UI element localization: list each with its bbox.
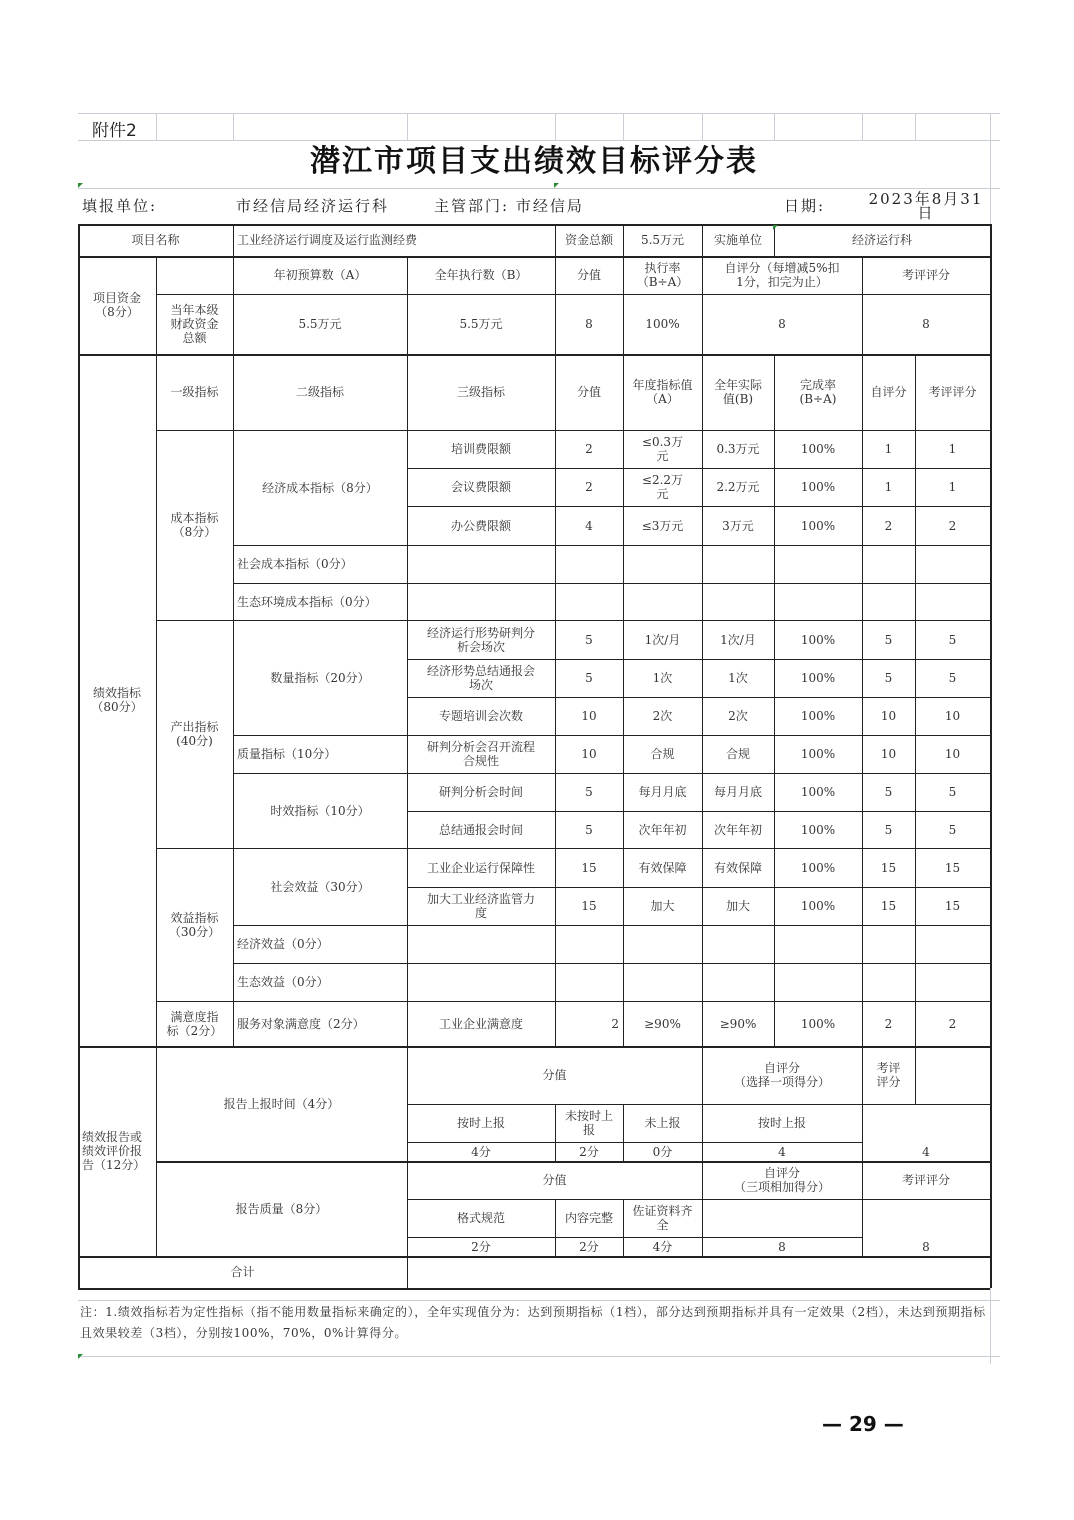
output-qty-row-3-self: 10 — [880, 709, 897, 723]
unit-label: 填报单位: — [82, 197, 158, 215]
output-qty-level2: 数量指标（20分） — [270, 670, 370, 685]
benefit-row-1-self: 15 — [880, 860, 897, 875]
grid-line — [407, 468, 990, 469]
grid-line — [990, 140, 991, 224]
report-quality-self: 8 — [778, 1239, 786, 1254]
cost-row-2-score: 2 — [585, 480, 593, 494]
col-level2: 二级指标 — [295, 385, 344, 399]
benefit-row-1-actual: 有效保障 — [713, 860, 762, 875]
grid-line — [156, 1001, 990, 1002]
grid-line — [990, 113, 991, 140]
benefit-row-1-eval: 15 — [944, 860, 961, 875]
grid-line — [555, 1104, 556, 1161]
grid-line — [156, 620, 990, 621]
grid-line — [78, 1356, 1000, 1357]
satisfaction-level2: 服务对象满意度（2分） — [237, 1016, 365, 1031]
col-eval: 考评评分 — [928, 385, 977, 399]
grid-line — [862, 1161, 863, 1256]
col-exec: 全年执行数（B） — [434, 268, 528, 282]
grid-line — [156, 430, 990, 431]
grid-line — [915, 354, 916, 1046]
grid-line — [407, 1237, 862, 1238]
benefit-row-2-level3: 加大工业经济监管力 度 — [426, 892, 535, 920]
cost-level1: 成本指标 （8分） — [170, 511, 219, 539]
grid-line — [407, 811, 990, 812]
grid-line — [623, 113, 624, 140]
funds-total-label: 资金总额 — [564, 233, 613, 247]
report-quality-score-header: 分值 — [542, 1173, 567, 1187]
cost-row-3-eval: 2 — [948, 518, 957, 533]
cost-row-3-score: 4 — [585, 518, 593, 533]
output-quality-row-target: 合规 — [650, 747, 675, 761]
output-time-level2: 时效指标（10分） — [270, 803, 370, 818]
report-quality-eval: 8 — [922, 1239, 930, 1254]
grid-line — [915, 113, 916, 140]
output-time-row-2-self: 5 — [884, 822, 893, 837]
benefit-row-1-target: 有效保障 — [638, 860, 687, 875]
benefit-row-1-level3: 工业企业运行保障性 — [426, 860, 535, 875]
cost-row-2-self: 1 — [884, 480, 893, 494]
output-time-row-2-target: 次年年初 — [638, 822, 687, 837]
benefit-row-2-score: 15 — [581, 899, 597, 913]
output-qty-row-1-self: 5 — [884, 632, 893, 647]
cost-row-2-eval: 1 — [948, 480, 957, 494]
grid-line — [407, 256, 408, 1288]
cost-row-3-rate: 100% — [800, 518, 836, 533]
report-time-opt-late: 未按时上 报 — [564, 1109, 613, 1137]
output-qty-row-3-eval: 10 — [944, 709, 961, 723]
output-time-row-2-eval: 5 — [948, 822, 957, 837]
cost-row-1-rate: 100% — [800, 442, 836, 456]
report-time-label: 报告上报时间（4分） — [223, 1096, 340, 1111]
output-qty-row-3-target: 2次 — [652, 709, 673, 723]
col-score: 分值 — [576, 268, 601, 282]
cost-row-2-level3: 会议费限额 — [450, 480, 511, 494]
report-time-self: 4 — [778, 1144, 786, 1159]
grid-line — [407, 1142, 862, 1143]
grid-line — [862, 354, 863, 1046]
grid-line — [78, 140, 1000, 141]
benefit-econ-level2: 经济效益（0分） — [237, 937, 329, 951]
grid-line — [233, 545, 990, 546]
grid-line — [233, 224, 234, 256]
satisfaction-level1: 满意度指 标（2分） — [166, 1009, 223, 1038]
cost-row-3-level3: 办公费限额 — [450, 518, 511, 533]
output-time-row-1-rate: 100% — [800, 785, 836, 799]
col-exec-rate: 执行率 （B÷A） — [636, 261, 689, 289]
report-time-pts-3: 0分 — [652, 1144, 673, 1159]
report-quality-eval-header: 考评评分 — [901, 1173, 950, 1187]
output-qty-row-1-target: 1次/月 — [644, 632, 681, 647]
output-time-row-2-rate: 100% — [800, 822, 836, 837]
satisfaction-eval: 2 — [948, 1016, 957, 1031]
output-qty-row-3-rate: 100% — [800, 709, 836, 723]
output-time-row-2-actual: 次年年初 — [713, 822, 762, 837]
col-self: 自评分 — [870, 385, 907, 399]
cost-eco-level2: 生态环境成本指标（0分） — [237, 594, 377, 609]
benefit-row-2-eval: 15 — [944, 899, 961, 913]
grid-line — [78, 354, 990, 356]
report-quality-opt-content: 内容完整 — [564, 1211, 613, 1225]
grid-line — [862, 256, 863, 354]
benefit-row-1-rate: 100% — [800, 860, 836, 875]
total-label: 合计 — [230, 1265, 255, 1279]
cost-row-1-eval: 1 — [948, 442, 957, 456]
benefit-row-1-score: 15 — [581, 860, 597, 875]
report-quality-label: 报告质量（8分） — [235, 1201, 328, 1216]
grid-line — [233, 925, 990, 926]
grid-line — [78, 224, 990, 226]
grid-line — [990, 1288, 991, 1364]
satisfaction-score: 2 — [611, 1016, 619, 1031]
report-time-opt-none: 未上报 — [644, 1116, 681, 1130]
output-time-row-1-self: 5 — [884, 785, 893, 799]
grid-line — [407, 1104, 990, 1105]
report-time-selected: 按时上报 — [757, 1116, 806, 1130]
cost-econ-level2: 经济成本指标（8分） — [262, 480, 378, 495]
grid-line — [623, 256, 624, 1046]
funds-rate: 100% — [645, 317, 680, 331]
grid-line — [156, 113, 157, 140]
grid-line — [156, 294, 990, 295]
output-qty-row-2-eval: 5 — [948, 671, 957, 685]
col-actual: 全年实际 值(B) — [713, 378, 762, 406]
cost-row-2-rate: 100% — [800, 480, 836, 494]
grid-line — [407, 887, 990, 888]
output-qty-row-2-actual: 1次 — [728, 671, 748, 685]
output-time-row-1-actual: 每月月底 — [713, 785, 762, 799]
funds-score: 8 — [585, 317, 593, 331]
grid-line — [623, 1199, 624, 1256]
output-qty-row-2-level3: 经济形势总结通报会 场次 — [426, 664, 535, 692]
grid-line — [78, 1046, 990, 1048]
report-time-pts-2: 2分 — [579, 1144, 599, 1159]
attachment-label: 附件2 — [92, 121, 137, 141]
grid-line — [862, 1046, 863, 1161]
grid-line — [990, 224, 992, 1288]
impl-unit-label: 实施单位 — [713, 233, 762, 247]
page-title: 潜江市项目支出绩效目标评分表 — [310, 144, 758, 179]
grid-line — [156, 1161, 990, 1163]
grid-line — [78, 1288, 990, 1290]
footnote: 注：1.绩效指标若为定性指标（指不能用数量指标来确定的），全年实现值分为：达到预期指标（1档），部分达到预期指标并具有一定效果（2档），未达到预期指标且效果较差（3档），分别按100%，70%，0%计算得分。 — [80, 1305, 986, 1340]
col-eval-score: 考评评分 — [901, 268, 950, 282]
output-quality-row-eval: 10 — [944, 747, 961, 761]
grid-line — [233, 583, 990, 584]
report-time-score-header: 分值 — [542, 1068, 567, 1082]
grid-line — [915, 1046, 916, 1104]
satisfaction-rate: 100% — [800, 1016, 836, 1031]
impl-unit-value: 经济运行科 — [851, 233, 912, 247]
cost-row-2-actual: 2.2万元 — [716, 480, 760, 494]
cost-social-level2: 社会成本指标（0分） — [237, 557, 353, 571]
grid-line — [702, 113, 703, 140]
date-value: 2023年8月31日 — [868, 190, 984, 222]
grid-line — [623, 1104, 624, 1161]
grid-line — [407, 697, 990, 698]
cost-row-1-actual: 0.3万元 — [716, 442, 760, 456]
report-time-opt-ontime: 按时上报 — [456, 1116, 505, 1130]
col-budget: 年初预算数（A） — [273, 268, 367, 282]
output-time-row-2-level3: 总结通报会时间 — [438, 822, 523, 837]
col-level3: 三级指标 — [456, 385, 505, 399]
grid-line — [233, 773, 990, 774]
grid-line — [702, 1046, 703, 1161]
output-time-row-1-target: 每月月底 — [638, 785, 687, 799]
grid-line — [702, 256, 703, 1046]
report-section-label: 绩效报告或 绩效评价报 告（12分） — [82, 1130, 146, 1172]
cell-marker — [78, 183, 83, 188]
grid-line — [407, 659, 990, 660]
project-name-label: 项目名称 — [131, 233, 180, 247]
cost-row-1-level3: 培训费限额 — [450, 442, 511, 456]
report-time-self-header: 自评分 （选择一项得分） — [733, 1061, 830, 1089]
output-qty-row-1-level3: 经济运行形势研判分 析会场次 — [426, 625, 535, 654]
cost-row-2-target: ≤2.2万 元 — [641, 473, 684, 501]
benefit-level1: 效益指标 （30分） — [168, 910, 221, 939]
grid-line — [233, 256, 234, 1046]
output-qty-row-3-level3: 专题培训会次数 — [438, 709, 523, 723]
col-target: 年度指标值 （A） — [632, 378, 693, 406]
funds-exec: 5.5万元 — [459, 317, 503, 331]
grid-line — [156, 848, 990, 849]
cost-row-3-target: ≤3万元 — [641, 518, 684, 533]
cost-row-3-actual: 3万元 — [722, 518, 754, 533]
output-time-row-1-level3: 研判分析会时间 — [438, 785, 523, 799]
funds-row-label: 当年本级 财政资金 总额 — [170, 303, 219, 345]
benefit-social-level2: 社会效益（30分） — [270, 879, 370, 894]
grid-line — [78, 188, 1000, 189]
grid-line — [702, 1161, 703, 1256]
output-time-row-1-score: 5 — [585, 785, 593, 799]
report-time-eval: 4 — [922, 1144, 930, 1159]
benefit-row-2-target: 加大 — [650, 899, 675, 913]
funds-self: 8 — [778, 317, 786, 331]
output-quality-row-level3: 研判分析会召开流程 合规性 — [426, 740, 535, 768]
output-quality-level2: 质量指标（10分） — [237, 747, 337, 761]
report-quality-opt-evidence: 佐证资料齐 全 — [632, 1204, 693, 1232]
satisfaction-actual: ≥90% — [719, 1016, 757, 1031]
grid-line — [555, 224, 556, 256]
grid-line — [78, 1300, 1000, 1301]
output-quality-row-score: 10 — [581, 747, 597, 761]
report-quality-pts-2: 2分 — [579, 1239, 599, 1254]
funds-budget: 5.5万元 — [298, 317, 342, 331]
report-quality-pts-1: 2分 — [471, 1239, 491, 1254]
grid-line — [623, 224, 624, 256]
benefit-row-2-rate: 100% — [800, 899, 836, 913]
grid-line — [555, 1199, 556, 1256]
grid-line — [774, 113, 775, 140]
benefit-eco-level2: 生态效益（0分） — [237, 975, 329, 989]
grid-line — [233, 735, 990, 736]
output-qty-row-2-score: 5 — [585, 671, 593, 685]
grid-line — [156, 256, 157, 1256]
output-time-row-1-eval: 5 — [948, 785, 957, 799]
output-qty-row-1-actual: 1次/月 — [720, 632, 756, 647]
report-time-pts-1: 4分 — [471, 1144, 491, 1159]
cost-row-1-self: 1 — [884, 442, 893, 456]
output-qty-row-1-rate: 100% — [800, 632, 836, 647]
output-qty-row-2-target: 1次 — [652, 671, 673, 685]
col-self-score: 自评分（每增减5%扣 1分，扣完为止） — [724, 261, 840, 289]
grid-line — [233, 113, 234, 140]
output-qty-row-3-score: 10 — [581, 709, 597, 723]
report-quality-opt-format: 格式规范 — [456, 1211, 505, 1225]
cell-marker — [78, 1354, 83, 1359]
date-label: 日期: — [784, 197, 826, 215]
funds-eval: 8 — [922, 317, 930, 331]
grid-line — [407, 113, 408, 140]
grid-line — [862, 113, 863, 140]
unit-value: 市经信局经济运行科 — [236, 197, 390, 215]
report-time-eval-header: 考评 评分 — [876, 1061, 901, 1089]
output-qty-row-2-self: 5 — [884, 671, 893, 685]
grid-line — [78, 224, 80, 1288]
output-time-row-2-score: 5 — [585, 822, 593, 837]
output-quality-row-rate: 100% — [800, 747, 836, 761]
grid-line — [774, 354, 775, 1046]
grid-line — [555, 113, 556, 140]
col-level1: 一级指标 — [170, 385, 219, 399]
output-quality-row-actual: 合规 — [725, 747, 750, 761]
perf-section-label: 绩效指标 （80分） — [91, 686, 143, 714]
output-qty-row-1-score: 5 — [585, 632, 593, 647]
dept-label: 主管部门: 市经信局 — [434, 197, 584, 215]
grid-line — [555, 256, 556, 1046]
col-score2: 分值 — [576, 385, 601, 399]
grid-line — [78, 256, 990, 258]
satisfaction-level3: 工业企业满意度 — [438, 1016, 523, 1031]
output-qty-row-3-actual: 2次 — [728, 709, 748, 723]
cell-marker — [773, 225, 778, 230]
cost-row-3-self: 2 — [884, 518, 893, 533]
grid-line — [407, 1199, 990, 1200]
benefit-row-2-actual: 加大 — [725, 899, 750, 913]
output-qty-row-1-eval: 5 — [948, 632, 957, 647]
satisfaction-target: ≥90% — [644, 1016, 681, 1031]
output-quality-row-self: 10 — [880, 747, 897, 761]
funds-section-label: 项目资金 （8分） — [92, 291, 141, 319]
grid-line — [78, 1256, 990, 1258]
cost-row-1-target: ≤0.3万 元 — [641, 435, 684, 463]
report-quality-self-header: 自评分 （三项相加得分） — [733, 1166, 830, 1194]
grid-line — [702, 224, 703, 256]
col-rate: 完成率 (B÷A) — [799, 378, 837, 406]
grid-line — [233, 963, 990, 964]
funds-total-value: 5.5万元 — [640, 233, 685, 247]
cell-marker — [554, 183, 559, 188]
grid-line — [407, 506, 990, 507]
satisfaction-self: 2 — [884, 1016, 893, 1031]
output-qty-row-2-rate: 100% — [800, 671, 836, 685]
benefit-row-2-self: 15 — [880, 899, 897, 913]
report-quality-pts-3: 4分 — [652, 1239, 673, 1254]
page-number: — 29 — — [822, 1412, 904, 1436]
cost-row-1-score: 2 — [585, 442, 593, 456]
output-level1: 产出指标 (40分) — [170, 720, 219, 748]
project-name-value: 工业经济运行调度及运行监测经费 — [237, 233, 418, 247]
